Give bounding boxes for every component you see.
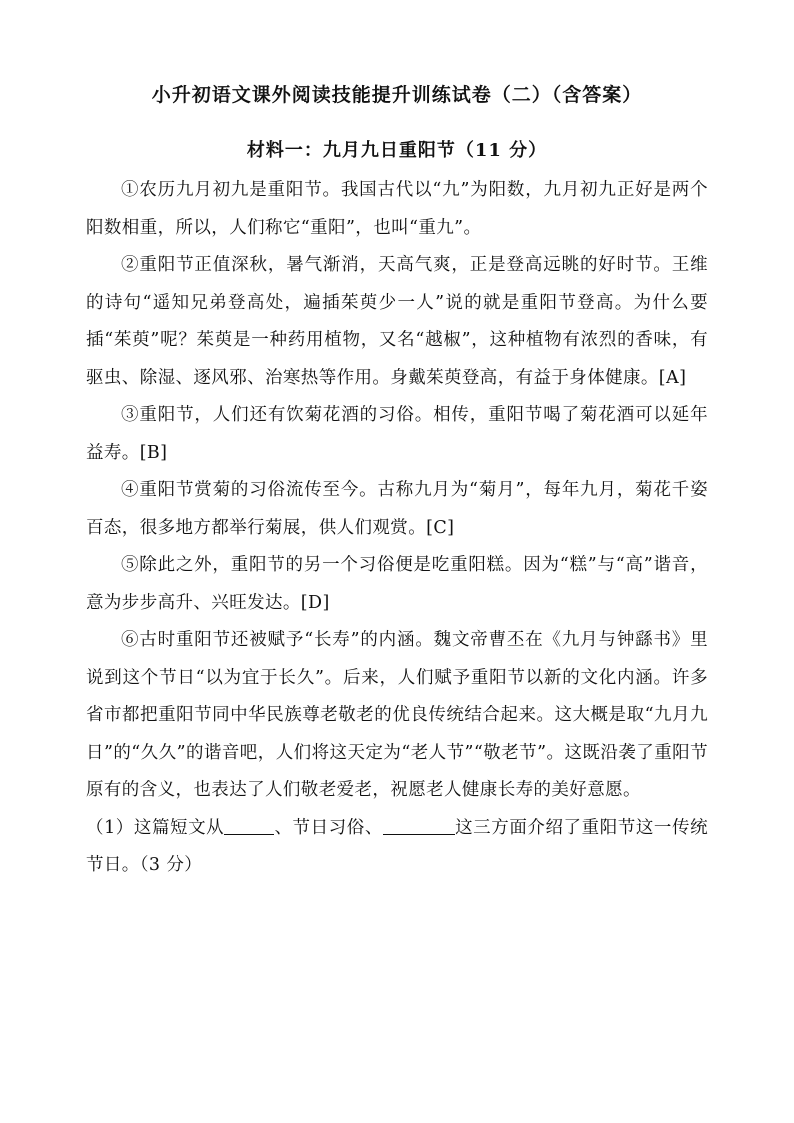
question-1-part2: 、节日习俗、 <box>274 817 383 838</box>
section-title: 材料一：九月九日重阳节（11 分） <box>246 140 548 161</box>
paragraph-2: ②重阳节正值深秋，暑气渐消，天高气爽，正是登高远眺的好时节。王维的诗句“遥知兄弟登高处，遍插茱萸少一人”说的就是重阳节登高。为什么要插“茱萸”呢？茱萸是一种药用植物，又名“越椒”，这种植物有浓烈的香味，有驱虫、除湿、逐风邪、治寒热等作用。身戴茱萸登高，有益于身体健康。[A] <box>86 255 708 388</box>
paragraph-3: ③重阳节，人们还有饮菊花酒的习俗。相传，重阳节喝了菊花酒可以延年益寿。[B] <box>86 405 708 463</box>
paragraph-6: ⑥古时重阳节还被赋予“长寿”的内涵。魏文帝曹丕在《九月与钟繇书》里说到这个节日“以为宜于长久”。后来，人们赋予重阳节以新的文化内涵。许多省市都把重阳节同中华民族尊老敬老的优良传统结合起来。这大概是取“九月九日”的“久久”的谐音吧，人们将这天定为“老人节”“敬老节”。这既沿袭了重阳节原有的含义，也表达了人们敬老爱老，祝愿老人健康长寿的美好意愿。 <box>86 630 708 800</box>
question-1-part3: 这三方面介绍了重阳节这一传统节日。（3 分） <box>86 817 708 875</box>
document-title: 小升初语文课外阅读技能提升训练试卷（二）（含答案） <box>151 84 643 106</box>
paragraph-4: ④重阳节赏菊的习俗流传至今。古称九月为“菊月”，每年九月，菊花千姿百态，很多地方都举行菊展，供人们观赏。[C] <box>86 480 708 538</box>
answer-blank-2[interactable] <box>383 812 455 835</box>
article-body <box>86 172 708 885</box>
answer-blank-1[interactable] <box>224 812 274 835</box>
paragraph-1: ①农历九月初九是重阳节。我国古代以“九”为阳数，九月初九正好是两个阳数相重，所以，人们称它“重阳”，也叫“重九”。 <box>86 180 708 238</box>
paragraph-5: ⑤除此之外，重阳节的另一个习俗便是吃重阳糕。因为“糕”与“高”谐音，意为步步高升、兴旺发达。[D] <box>86 555 708 613</box>
question-1-part1: （1）这篇短文从 <box>86 817 225 838</box>
question-1 <box>86 810 708 885</box>
